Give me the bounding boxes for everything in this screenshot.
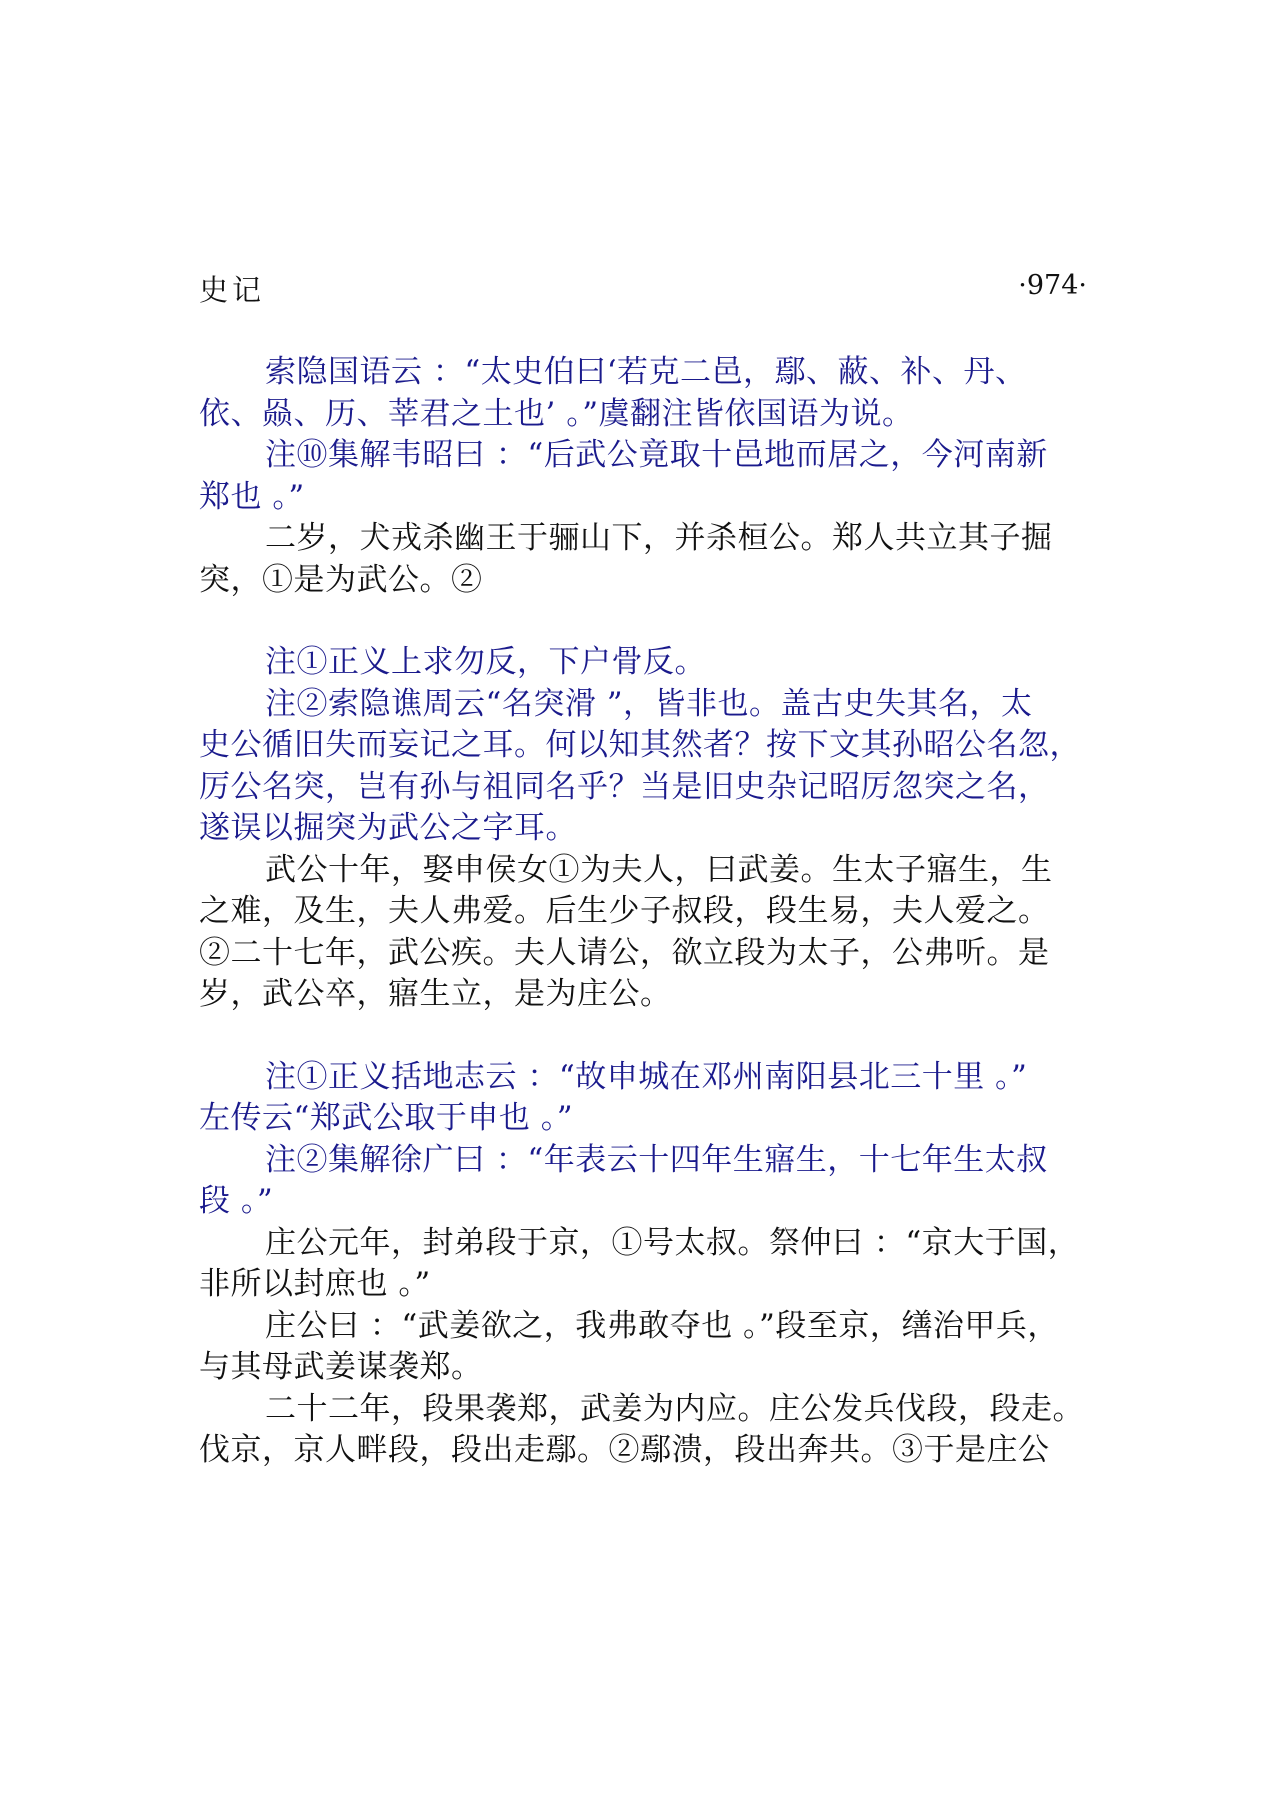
text-line: 注⑩集解韦昭曰 ：“后武公竟取十邑地而居之，今河南新 [265, 437, 1048, 473]
text-line: 之难，及生，夫人弗爱。后生少子叔段，段生易，夫人爱之。 [199, 893, 1050, 929]
text-line: 注①正义上求勿反，下户骨反。 [265, 644, 706, 680]
text-paragraph [199, 1306, 1099, 1389]
text-line: 突，①是为武公。② [199, 561, 483, 598]
annotation-paragraph [199, 352, 1099, 435]
text-paragraph [199, 1389, 1099, 1472]
annotation-paragraph [199, 1140, 1099, 1223]
text-line: 注②集解徐广曰 ：“年表云十四年生寤生，十七年生太叔 [265, 1141, 1048, 1178]
text-line: 伐京，京人畔段，段出走鄢。②鄢溃，段出奔共。③于是庄公 [199, 1432, 1050, 1468]
text-line: 索隐国语云 ：“太史伯曰‘若克二邑，鄢、蔽、补、丹、 [265, 354, 1027, 390]
text-line: 左传云“郑武公取于申也 。” [199, 1100, 574, 1136]
text-line: 武公十年，娶申侯女①为夫人，曰武姜。生太子寤生，生 [265, 851, 1053, 888]
page-number: ·974· [1018, 270, 1087, 301]
annotation-paragraph [199, 684, 1099, 850]
text-line: 二十二年，段果袭郑，武姜为内应。庄公发兵伐段，段走。 [265, 1390, 1084, 1427]
text-line: 二岁，犬戎杀幽王于骊山下，并杀桓公。郑人共立其子掘 [265, 520, 1053, 556]
running-header [199, 268, 1087, 308]
text-line: 郑也 。” [199, 478, 305, 515]
annotation-paragraph [199, 435, 1099, 518]
text-line: 与其母武姜谋袭郑。 [199, 1349, 483, 1385]
text-line: 岁，武公卒，寤生立，是为庄公。 [199, 976, 672, 1012]
text-line: 依、赑、历、莘君之土也’ 。”虞翻注皆依国语为说。 [199, 395, 914, 432]
text-paragraph [199, 850, 1099, 1016]
annotation-paragraph [199, 1057, 1099, 1140]
text-paragraph [199, 1223, 1099, 1306]
body-text [199, 352, 1099, 1472]
text-line: 注②索隐谯周云“名突滑 ”，皆非也。盖古史失其名，太 [265, 685, 1033, 722]
book-title: 史记 [199, 273, 266, 307]
text-line: 段 。” [199, 1183, 274, 1219]
text-line: 遂误以掘突为武公之字耳。 [199, 810, 577, 846]
text-line: 非所以封庶也 。” [199, 1266, 431, 1302]
text-line: 庄公曰 ：“武姜欲之，我弗敢夺也 。”段至京，缮治甲兵， [265, 1307, 1059, 1344]
annotation-paragraph [199, 642, 1099, 684]
text-line: 注①正义括地志云 ：“故申城在邓州南阳县北三十里 。” [265, 1058, 1028, 1095]
text-line: ②二十七年，武公疾。夫人请公，欲立段为太子，公弗听。是 [199, 934, 1050, 971]
text-line: 厉公名突，岂有孙与祖同名乎？当是旧史杂记昭厉忽突之名， [199, 768, 1050, 805]
text-line: 史公循旧失而妄记之耳。何以知其然者？按下文其孙昭公名忽， [199, 727, 1081, 763]
text-line: 庄公元年，封弟段于京，①号太叔。祭仲曰 ：“京大于国， [265, 1224, 1080, 1261]
text-paragraph [199, 518, 1099, 601]
